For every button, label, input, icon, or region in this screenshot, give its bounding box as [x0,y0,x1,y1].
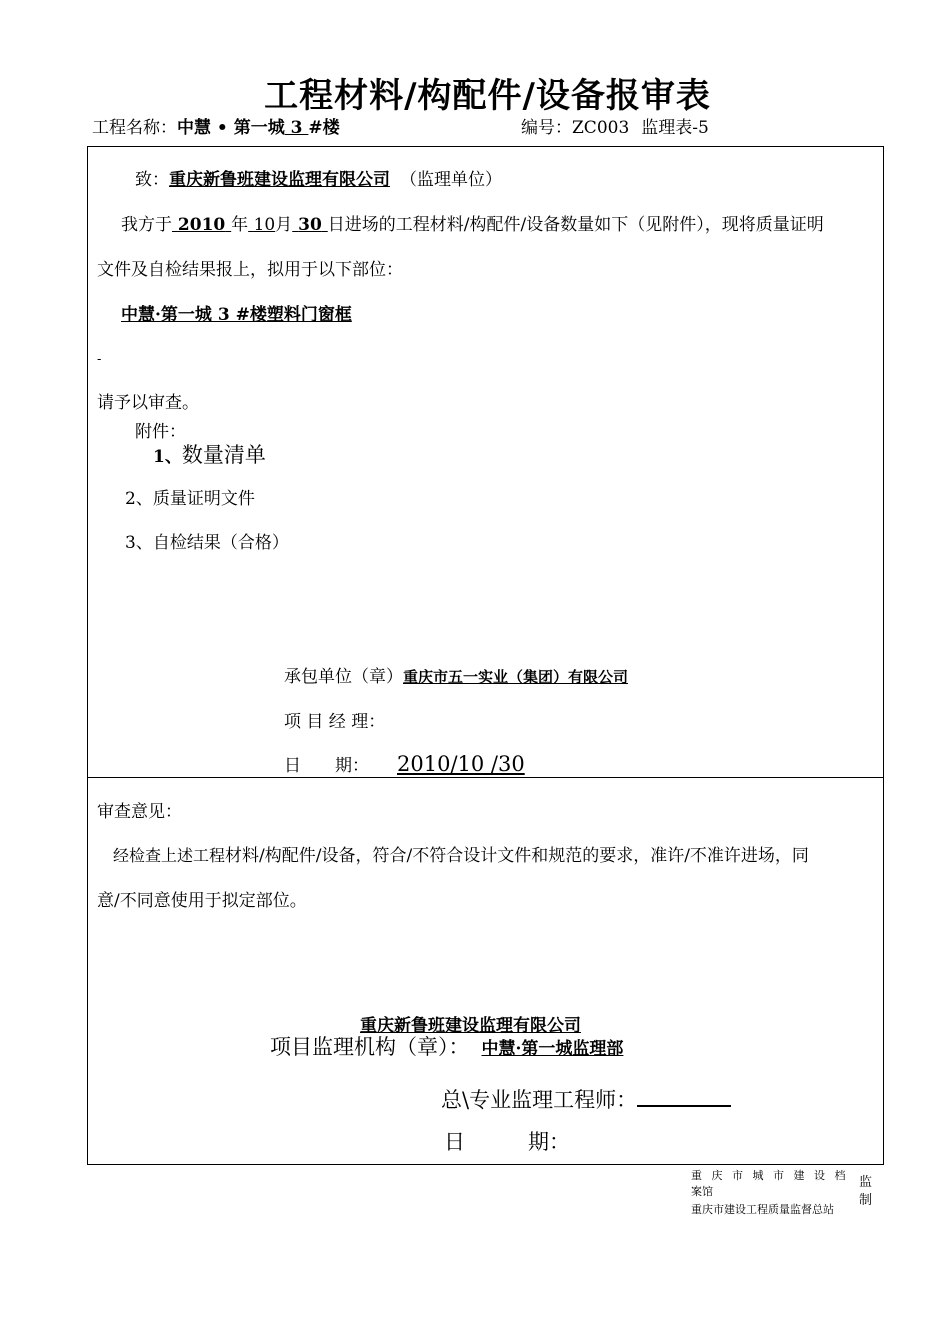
code-label: 编号： [521,118,572,138]
project-building-no: 3 [284,118,309,138]
attachment-1: 1、数量清单 [153,443,266,467]
org-label: 项目监理机构（章）： [270,1035,470,1059]
code-value: ZC003 [572,118,630,138]
contractor-line [284,662,628,687]
footer-side-1: 监 [859,1175,873,1190]
submit-date-line [284,751,525,776]
form-title: 工程材料/构配件/设备报审表 [264,76,711,116]
submit-date-value: 2010/10 /30 [397,752,525,776]
opinion-line2: 意/不同意使用于拟定部位。 [97,891,307,911]
project-name-a: 中慧 • 第一城 [177,118,285,138]
entry-year: 2010 [177,215,226,235]
to-label: 致： [135,170,169,190]
form-code-row [521,113,709,138]
footer-issuer-3: 重庆市建设工程质量监督总站 [691,1203,834,1216]
entry-paragraph-line1 [121,210,824,235]
supervisor-company: 重庆新鲁班建设监理有限公司 [360,1016,581,1036]
entry-month: 10 [253,215,276,235]
form-name: 监理表-5 [641,118,709,138]
attachments-label: 附件： [135,422,186,442]
engineer-line [441,1084,731,1114]
to-suffix: （监理单位） [400,170,502,190]
entry-paragraph-line2: 文件及自检结果报上，拟用于以下部位： [97,260,403,280]
addressee-line [135,165,502,190]
placeholder-dash: - [97,352,102,367]
footer-issuer-1: 重 庆 市 城 市 建 设 档 [691,1169,849,1182]
project-manager-label: 项 目 经 理： [284,712,386,732]
footer-issuer-2: 案馆 [691,1185,713,1198]
footer-side-2: 制 [859,1193,873,1208]
engineer-label: 总\专业监理工程师： [441,1088,638,1112]
p1-d: 日进场的工程材料/构配件/设备数量如下（见附件），现将质量证明 [327,215,824,235]
request-text: 请予以审查。 [97,393,199,413]
review-date-label: 日 期： [444,1130,570,1154]
project-name-label: 工程名称： [92,118,177,138]
contractor-label: 承包单位（章） [284,667,403,687]
contractor-name: 重庆市五一实业（集团）有限公司 [403,668,629,686]
p1-c: 月 [275,215,293,235]
submit-date-label: 日 期： [284,756,369,776]
opinion-label: 审查意见： [97,802,182,822]
engineer-signature-blank[interactable] [637,1087,731,1107]
supervision-org-line [270,1031,623,1061]
opinion-line1: 经检查上述工程材料/构配件/设备，符合/不符合设计文件和规范的要求，准许/不准许进场，同 [113,846,809,866]
p1-a: 我方于 [121,215,172,235]
project-name-c: #楼 [308,118,340,138]
usage-location: 中慧·第一城 3 #楼塑料门窗框 [121,305,352,325]
attachment-3: 3、自检结果（合格） [125,533,289,553]
p1-b: 年 [231,215,249,235]
org-name: 中慧·第一城监理部 [481,1039,624,1059]
to-company: 重庆新鲁班建设监理有限公司 [169,170,390,190]
entry-day: 30 [298,215,322,235]
attachment-2: 2、质量证明文件 [125,489,255,509]
project-name-row [92,113,340,138]
